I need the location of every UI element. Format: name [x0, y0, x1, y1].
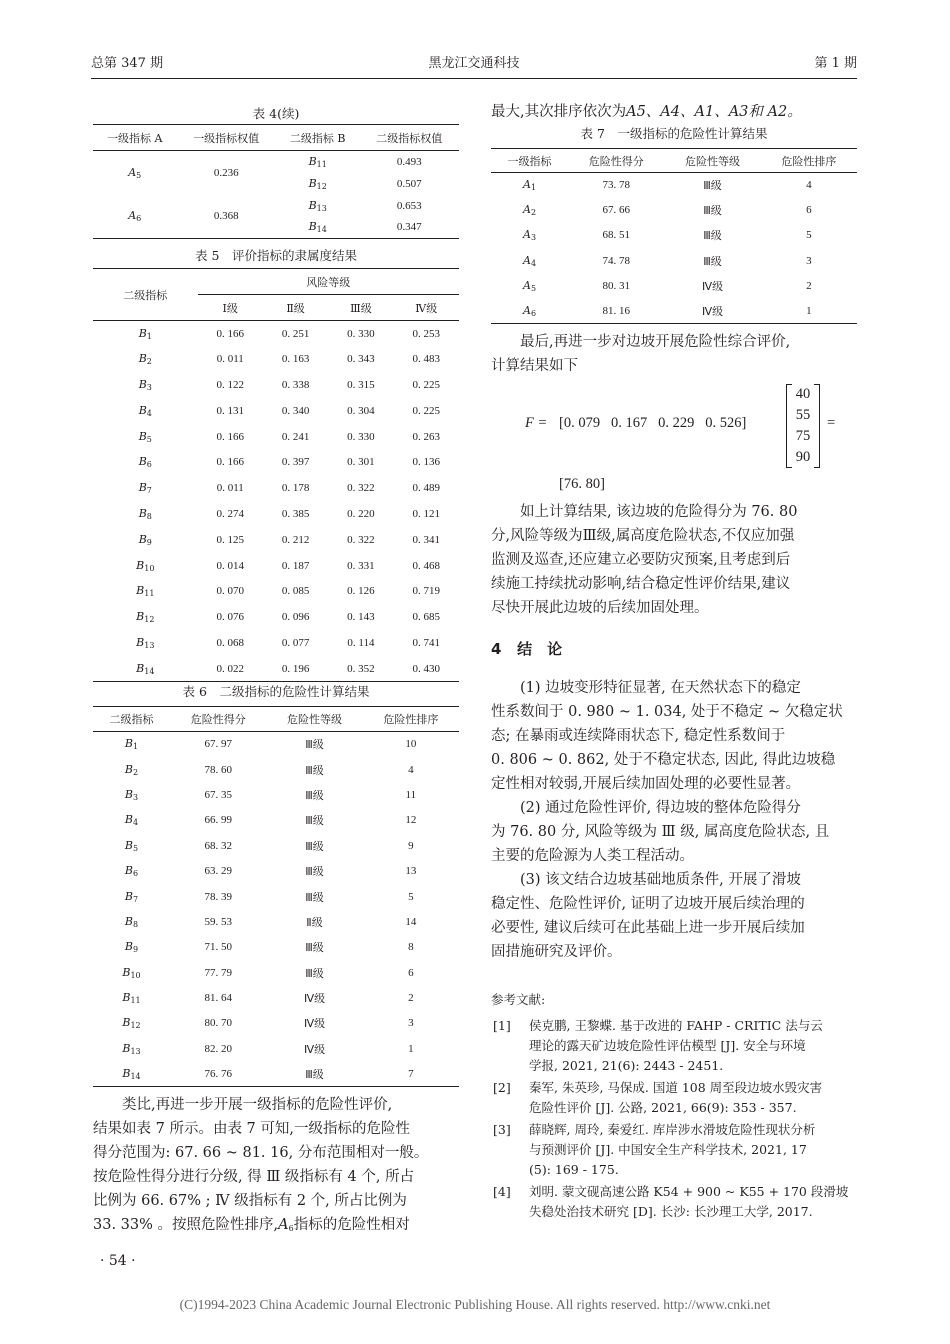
t5-cell: 0. 076 — [216, 611, 244, 624]
t6-cell: 71. 50 — [204, 941, 232, 954]
t5-cell: 0. 220 — [347, 507, 375, 520]
t6-cell: Ⅲ级 — [305, 789, 324, 802]
conclusion-paragraph — [491, 796, 859, 868]
t5-cell: 0. 719 — [412, 585, 441, 598]
reference-line: 理论的露天矿边坡危险性评估模型 [J]. 安全与环境 — [529, 1038, 806, 1053]
formula-result: [76. 80] — [559, 476, 605, 492]
t6-cell: Ⅳ级 — [303, 1018, 326, 1031]
t5-cell: 0. 011 — [216, 353, 244, 366]
t5-cell: 0. 136 — [412, 456, 441, 469]
t5-cell: 0. 343 — [347, 353, 375, 366]
t5-cell: 0. 212 — [281, 533, 310, 546]
t5-cell: 0. 122 — [216, 378, 244, 391]
t6-cell: 80. 70 — [204, 1017, 232, 1030]
right-intro: 最大,其次排序依次为A5、A4、A1、A3和 A2。 — [491, 104, 802, 120]
t6-cell: $B_{14}$ — [122, 1067, 141, 1082]
left-body-text — [93, 1093, 461, 1241]
t6-cell: 82. 20 — [204, 1042, 232, 1055]
references-title: 参考文献: — [491, 992, 546, 1007]
t5-cell: 0. 166 — [216, 456, 244, 469]
t5-level: Ⅱ级 — [263, 295, 328, 321]
reference-line: (5): 169 - 175. — [529, 1162, 619, 1177]
t5-cell: 0. 340 — [281, 404, 310, 417]
t6-col: 危险性得分 — [170, 707, 266, 732]
t7-cell: Ⅳ级 — [701, 280, 724, 293]
t6-cell: Ⅲ级 — [305, 967, 324, 980]
t5-level: Ⅰ级 — [198, 295, 263, 321]
t5-group: 风险等级 — [198, 269, 459, 295]
conclusion-paragraph — [491, 676, 859, 796]
t5-cell: 0. 468 — [412, 559, 441, 572]
t7-cell: 2 — [806, 279, 812, 292]
t6-cell: 5 — [408, 890, 414, 903]
table5 — [93, 268, 459, 682]
reference-item — [491, 1182, 859, 1222]
t6-cell: Ⅳ级 — [303, 1043, 326, 1056]
reference-line: 学报, 2021, 21(6): 2443 - 2451. — [529, 1058, 724, 1073]
t5-cell: 0. 014 — [216, 559, 244, 572]
t6-cell: $B_{10}$ — [122, 965, 141, 980]
t6-cell: 67. 97 — [204, 738, 232, 751]
t5-cell: 0. 430 — [412, 662, 441, 675]
text-line: 尽快开展此边坡的后续加固处理。 — [491, 600, 709, 616]
t6-row — [93, 960, 459, 985]
text-line: 性系数间于 0. 980 ~ 1. 034, 处于不稳定 ~ 欠稳定状 — [491, 704, 843, 720]
text-line: 态; 在暴雨或连续降雨状态下, 稳定性系数间于 — [491, 728, 786, 744]
reference-item — [491, 1120, 859, 1180]
t7-col: 危险性排序 — [761, 149, 857, 173]
t5-cell: 0. 068 — [216, 636, 244, 649]
t5-cell: 0. 022 — [216, 662, 244, 675]
t6-cell: 67. 35 — [204, 788, 232, 801]
t6-cell: 76. 76 — [204, 1068, 232, 1081]
table6 — [93, 706, 459, 1087]
reference-number: [3] — [493, 1122, 511, 1137]
reference-item — [491, 1016, 859, 1076]
t4-cell: 0.236 — [213, 166, 239, 179]
t6-row — [93, 884, 459, 909]
t5-cell: 0. 253 — [412, 327, 441, 340]
t6-cell: 9 — [408, 839, 414, 852]
t7-cell: $A_3$ — [523, 228, 537, 243]
t6-cell: 6 — [408, 966, 414, 979]
t7-row — [491, 198, 857, 223]
t4-cell: 0.653 — [396, 199, 422, 212]
t6-row — [93, 909, 459, 934]
t5-level: Ⅳ级 — [394, 295, 459, 321]
t6-cell: $B_3$ — [124, 787, 139, 802]
t5-cell: 0. 126 — [347, 585, 375, 598]
t5-cell: 0. 397 — [281, 456, 310, 469]
row-vector: [0. 079 0. 167 0. 229 0. 526] — [559, 415, 747, 431]
t6-cell: 63. 29 — [204, 865, 232, 878]
t5-cell: 0. 338 — [281, 378, 310, 391]
t7-cell: $A_6$ — [523, 303, 537, 318]
t4-cell: $B_{11}$ — [308, 154, 327, 169]
t5-cell: 0. 330 — [347, 327, 375, 340]
running-header — [91, 52, 857, 74]
t4-cell: 0.507 — [396, 177, 422, 190]
t5-row — [93, 424, 459, 450]
reference-line: 秦军, 朱英珍, 马保成. 国道 108 周至段边坡水毁灾害 — [529, 1080, 823, 1095]
t7-col: 危险性等级 — [664, 149, 760, 173]
t5-cell: 0. 322 — [347, 533, 375, 546]
t7-cell: 68. 51 — [602, 229, 630, 242]
t7-cell: 5 — [806, 229, 812, 242]
t7-cell: Ⅲ级 — [703, 180, 722, 193]
t6-cell: 68. 32 — [204, 839, 232, 852]
t5-cell: 0. 241 — [281, 430, 310, 443]
t5-cell: $B_8$ — [138, 506, 152, 521]
text-line: 定性相对较弱,开展后续加固处理的必要性显著。 — [491, 776, 801, 792]
t5-cell: $B_9$ — [138, 532, 152, 547]
t5-cell: 0. 741 — [412, 636, 441, 649]
t6-cell: Ⅲ级 — [305, 891, 324, 904]
t6-cell: $B_6$ — [124, 864, 139, 879]
reference-item — [491, 1078, 859, 1118]
header-rule — [91, 78, 857, 79]
t5-row — [93, 604, 459, 630]
table4-caption: 表 4(续) — [252, 106, 300, 121]
t7-cell: 81. 16 — [602, 304, 630, 317]
t5-cell: $B_6$ — [138, 455, 152, 470]
journal-name: 黑龙江交通科技 — [428, 56, 520, 71]
text-line: 稳定性、危险性评价, 证明了边坡开展后续治理的 — [491, 896, 805, 912]
t5-cell: $B_5$ — [138, 429, 152, 444]
t4-cell: 0.493 — [396, 155, 422, 168]
text-line: 比例为 66. 67% ; Ⅳ 级指标有 2 个, 所占比例为 — [93, 1193, 407, 1209]
t5-cell: $B_2$ — [138, 352, 152, 367]
t7-row — [491, 173, 857, 198]
table6-caption: 表 6 二级指标的危险性计算结果 — [182, 684, 370, 699]
formula-lhs: F = — [525, 415, 548, 431]
t5-cell: 0. 096 — [281, 611, 310, 624]
t5-row — [93, 449, 459, 475]
t5-cell: $B_{13}$ — [136, 635, 155, 650]
t7-cell: $A_2$ — [523, 203, 537, 218]
t6-cell: $B_{13}$ — [122, 1041, 141, 1056]
t5-cell: 0. 330 — [347, 430, 375, 443]
text-line: (2) 通过危险性评价, 得边坡的整体危险得分 — [520, 800, 801, 816]
t5-cell: 0. 301 — [347, 456, 375, 469]
t5-cell: 0. 143 — [347, 611, 375, 624]
t4-col: 二级指标 B — [276, 125, 360, 151]
t6-cell: 11 — [405, 788, 417, 801]
copyright-line: (C)1994-2023 China Academic Journal Electronic Publishing House. All rights reserved. http://www.cnki.net — [179, 1297, 771, 1312]
t6-row — [93, 858, 459, 883]
t5-cell: 0. 121 — [412, 507, 441, 520]
t6-cell: Ⅲ级 — [305, 866, 324, 879]
t7-cell: 80. 31 — [602, 279, 630, 292]
t6-cell: $B_2$ — [124, 762, 139, 777]
reference-number: [2] — [493, 1080, 511, 1095]
t6-row — [93, 732, 459, 757]
t7-cell: Ⅲ级 — [703, 205, 722, 218]
t6-cell: 77. 79 — [204, 966, 232, 979]
t5-cell: $B_{10}$ — [136, 558, 155, 573]
t7-cell: 4 — [806, 179, 812, 192]
t6-cell: Ⅱ级 — [306, 916, 323, 929]
table7 — [491, 148, 857, 324]
t6-cell: 14 — [405, 915, 417, 928]
t6-cell: $B_1$ — [124, 737, 139, 752]
t6-cell: Ⅲ级 — [305, 840, 324, 853]
t6-cell: $B_9$ — [124, 940, 139, 955]
t5-cell: $B_3$ — [138, 377, 152, 392]
text-line: (1) 边坡变形特征显著, 在天然状态下的稳定 — [520, 680, 801, 696]
t7-cell: Ⅳ级 — [701, 305, 724, 318]
t5-cell: 0. 341 — [412, 533, 441, 546]
t5-cell: 0. 131 — [216, 404, 244, 417]
t5-cell: $B_{14}$ — [136, 661, 155, 676]
t6-cell: Ⅲ级 — [305, 815, 324, 828]
t5-cell: 0. 225 — [412, 378, 441, 391]
t5-row — [93, 372, 459, 398]
t6-cell: 4 — [408, 763, 414, 776]
t6-col: 危险性排序 — [363, 707, 459, 732]
t6-row — [93, 833, 459, 858]
t5-cell: 0. 070 — [216, 585, 244, 598]
t7-cell: $A_1$ — [523, 178, 537, 193]
t4-cell: $B_{13}$ — [308, 198, 327, 213]
t5-row — [93, 656, 459, 682]
t5-cell: 0. 352 — [347, 662, 375, 675]
t6-cell: $B_{12}$ — [122, 1016, 141, 1031]
t5-cell: 0. 315 — [347, 378, 375, 391]
t6-cell: 8 — [408, 941, 414, 954]
equals: = — [827, 415, 836, 431]
t6-cell: 78. 39 — [204, 890, 232, 903]
t5-cell: $B_4$ — [138, 403, 152, 418]
t5-cell: 0. 166 — [216, 327, 244, 340]
t5-cell: 0. 196 — [281, 662, 310, 675]
t4-cell: $B_{12}$ — [308, 176, 327, 191]
t7-cell: $A_5$ — [523, 278, 537, 293]
t4-col: 一级指标 A — [93, 125, 177, 151]
t6-cell: Ⅳ级 — [303, 993, 326, 1006]
text-line: 得分范围为: 67. 66 ~ 81. 16, 分布范围相对一般。 — [93, 1145, 429, 1161]
text-line: 为 76. 80 分, 风险等级为 Ⅲ 级, 属高度危险状态, 且 — [491, 824, 830, 840]
t7-cell: Ⅲ级 — [703, 255, 722, 268]
t5-cell: 0. 331 — [347, 559, 375, 572]
t6-cell: $B_5$ — [124, 838, 139, 853]
conclusions — [491, 676, 859, 964]
t5-row — [93, 553, 459, 579]
t6-row — [93, 808, 459, 833]
t5-cell: 0. 322 — [347, 482, 375, 495]
t5-cell: 0. 225 — [412, 404, 441, 417]
t7-cell: 3 — [806, 254, 812, 267]
t5-cell: 0. 304 — [347, 404, 375, 417]
t6-row — [93, 985, 459, 1010]
t6-row — [93, 757, 459, 782]
t5-cell: 0. 251 — [281, 327, 310, 340]
text-line: 如上计算结果, 该边坡的危险得分为 76. 80 — [520, 504, 798, 520]
text-line: 最后,再进一步对边坡开展危险性综合评价, — [520, 334, 791, 350]
reference-number: [4] — [493, 1184, 511, 1199]
text-line: 固措施研究及评价。 — [491, 944, 622, 960]
t5-cell: 0. 483 — [412, 353, 441, 366]
t6-cell: 12 — [405, 814, 417, 827]
conclusion-paragraph — [491, 868, 859, 964]
t5-cell: 0. 011 — [216, 482, 244, 495]
t5-row — [93, 578, 459, 604]
t6-cell: 81. 64 — [204, 992, 232, 1005]
sub: 5 — [136, 170, 142, 180]
t5-row — [93, 346, 459, 372]
t7-row — [491, 223, 857, 248]
t5-level: Ⅲ级 — [328, 295, 393, 321]
t7-cell: 1 — [806, 304, 812, 317]
t6-row — [93, 935, 459, 960]
t6-col: 二级指标 — [93, 707, 170, 732]
t7-cell: 6 — [806, 204, 812, 217]
t4-cell: $A_6$ — [128, 209, 142, 224]
t7-row — [491, 298, 857, 323]
t6-cell: 66. 99 — [204, 814, 232, 827]
t5-row — [93, 398, 459, 424]
t6-cell: 3 — [408, 1017, 414, 1030]
column-vector: 40 55 75 90 — [786, 384, 820, 468]
t5-cell: 0. 187 — [281, 559, 310, 572]
t7-col: 危险性得分 — [568, 149, 664, 173]
t6-row — [93, 1062, 459, 1087]
t5-cell: 0. 085 — [281, 585, 310, 598]
table7-caption: 表 7 一级指标的危险性计算结果 — [580, 126, 768, 141]
t5-row — [93, 321, 459, 347]
reference-number: [1] — [493, 1018, 511, 1033]
t5-cell: $B_{11}$ — [136, 584, 155, 599]
issue-total: 总第 347 期 — [91, 56, 164, 71]
t7-cell: 73. 78 — [602, 179, 630, 192]
t6-cell: $B_4$ — [124, 813, 139, 828]
text-line: 0. 806 ~ 0. 862, 处于不稳定状态, 因此, 得此边坡稳 — [491, 752, 836, 768]
t5-cell: 0. 489 — [412, 482, 441, 495]
t4-cell: 0.368 — [213, 210, 239, 223]
table5-caption: 表 5 评价指标的隶属度结果 — [195, 248, 357, 263]
t7-row — [491, 273, 857, 298]
t5-row — [93, 501, 459, 527]
t4-col: 二级指标权值 — [360, 125, 459, 151]
t6-cell: Ⅲ级 — [305, 764, 324, 777]
t5-cell: $B_7$ — [138, 481, 152, 496]
page-number: · 54 · — [100, 1253, 136, 1269]
reference-line: 薛晓辉, 周玲, 秦爱红. 库岸涉水滑坡危险性现状分析 — [529, 1122, 816, 1137]
t6-cell: 7 — [408, 1068, 414, 1081]
t5-cell: 0. 263 — [412, 430, 441, 443]
t5-row — [93, 475, 459, 501]
text-line: 主要的危险源为人类工程活动。 — [491, 848, 694, 864]
t5-col: 二级指标 — [93, 269, 198, 321]
text-line: 计算结果如下 — [491, 358, 578, 374]
text-line: 必要性, 建议后续可在此基础上进一步开展后续加 — [491, 920, 805, 936]
text-line: 结果如表 7 所示。由表 7 可知,一级指标的危险性 — [93, 1121, 410, 1137]
section-heading: 4 结 论 — [491, 640, 563, 658]
t7-cell: 67. 66 — [602, 204, 630, 217]
result-paragraph — [491, 500, 859, 620]
t6-cell: $B_7$ — [124, 889, 139, 904]
t7-cell: $A_4$ — [523, 253, 537, 268]
text-line: (3) 该文结合边坡基础地质条件, 开展了滑坡 — [520, 872, 801, 888]
t5-cell: 0. 125 — [216, 533, 244, 546]
t5-cell: 0. 166 — [216, 430, 244, 443]
t4-cell: $A_5$ — [128, 165, 142, 180]
t4-cell: $B_{14}$ — [308, 220, 327, 235]
reference-line: 失稳处治技术研究 [D]. 长沙: 长沙理工大学, 2017. — [529, 1204, 813, 1219]
reference-line: 危险性评价 [J]. 公路, 2021, 66(9): 353 - 357. — [529, 1100, 797, 1115]
t6-cell: Ⅲ级 — [305, 942, 324, 955]
t5-row — [93, 630, 459, 656]
t6-cell: 2 — [408, 992, 414, 1005]
text-line: 分,风险等级为Ⅲ级,属高度危险状态,不仅应加强 — [491, 528, 795, 544]
t5-cell: 0. 163 — [281, 353, 310, 366]
t5-cell: 0. 114 — [347, 636, 375, 649]
t6-cell: $B_{11}$ — [122, 991, 141, 1006]
text-line: 续施工持续扰动影响,结合稳定性评价结果,建议 — [491, 576, 791, 592]
reference-line: 侯克鹏, 王黎蝶. 基于改进的 FAHP - CRITIC 法与云 — [529, 1018, 823, 1033]
t5-cell: $B_{12}$ — [136, 610, 155, 625]
t6-row — [93, 1036, 459, 1061]
t6-cell: 13 — [405, 865, 417, 878]
t7-row — [491, 248, 857, 273]
t5-row — [93, 527, 459, 553]
table4 — [93, 124, 459, 239]
t6-cell: 1 — [408, 1042, 414, 1055]
t5-cell: 0. 685 — [412, 611, 441, 624]
t6-col: 危险性等级 — [266, 707, 362, 732]
text-line: 按危险性得分进行分级, 得 Ⅲ 级指标有 4 个, 所占 — [93, 1169, 415, 1185]
text-line: 类比,再进一步开展一级指标的危险性评价, — [122, 1097, 393, 1113]
t4-col: 一级指标权值 — [177, 125, 276, 151]
issue-number: 第 1 期 — [814, 56, 857, 71]
t7-col: 一级指标 — [491, 149, 568, 173]
t7-cell: Ⅲ级 — [703, 230, 722, 243]
t5-cell: $B_1$ — [138, 326, 152, 341]
t5-cell: 0. 178 — [281, 482, 310, 495]
reference-line: 与预测评价 [J]. 中国安全生产科学技术, 2021, 17 — [529, 1142, 807, 1157]
text-line: 监测及巡查,还应建立必要防灾预案,且考虑到后 — [491, 552, 791, 568]
t6-row — [93, 1011, 459, 1036]
t5-cell: 0. 077 — [281, 636, 310, 649]
reference-line: 刘明. 蒙文砚高速公路 K54 + 900 ~ K55 + 170 段滑坡 — [529, 1184, 849, 1199]
t5-cell: 0. 274 — [216, 507, 244, 520]
text-line: 33. 33% 。按照危险性排序$,A_6$指标的危险性相对 — [93, 1217, 410, 1233]
t6-cell: Ⅲ级 — [305, 739, 324, 752]
t6-cell: Ⅲ级 — [305, 1069, 324, 1082]
t6-row — [93, 782, 459, 807]
references — [491, 990, 859, 1224]
t6-cell: 59. 53 — [204, 915, 232, 928]
t6-cell: $B_8$ — [124, 914, 139, 929]
t6-cell: 78. 60 — [204, 763, 232, 776]
final-intro — [491, 330, 859, 378]
formula — [491, 382, 859, 492]
t4-cell: 0.347 — [396, 221, 422, 234]
t7-cell: 74. 78 — [602, 254, 630, 267]
t5-cell: 0. 385 — [281, 507, 310, 520]
t6-cell: 10 — [405, 738, 417, 751]
